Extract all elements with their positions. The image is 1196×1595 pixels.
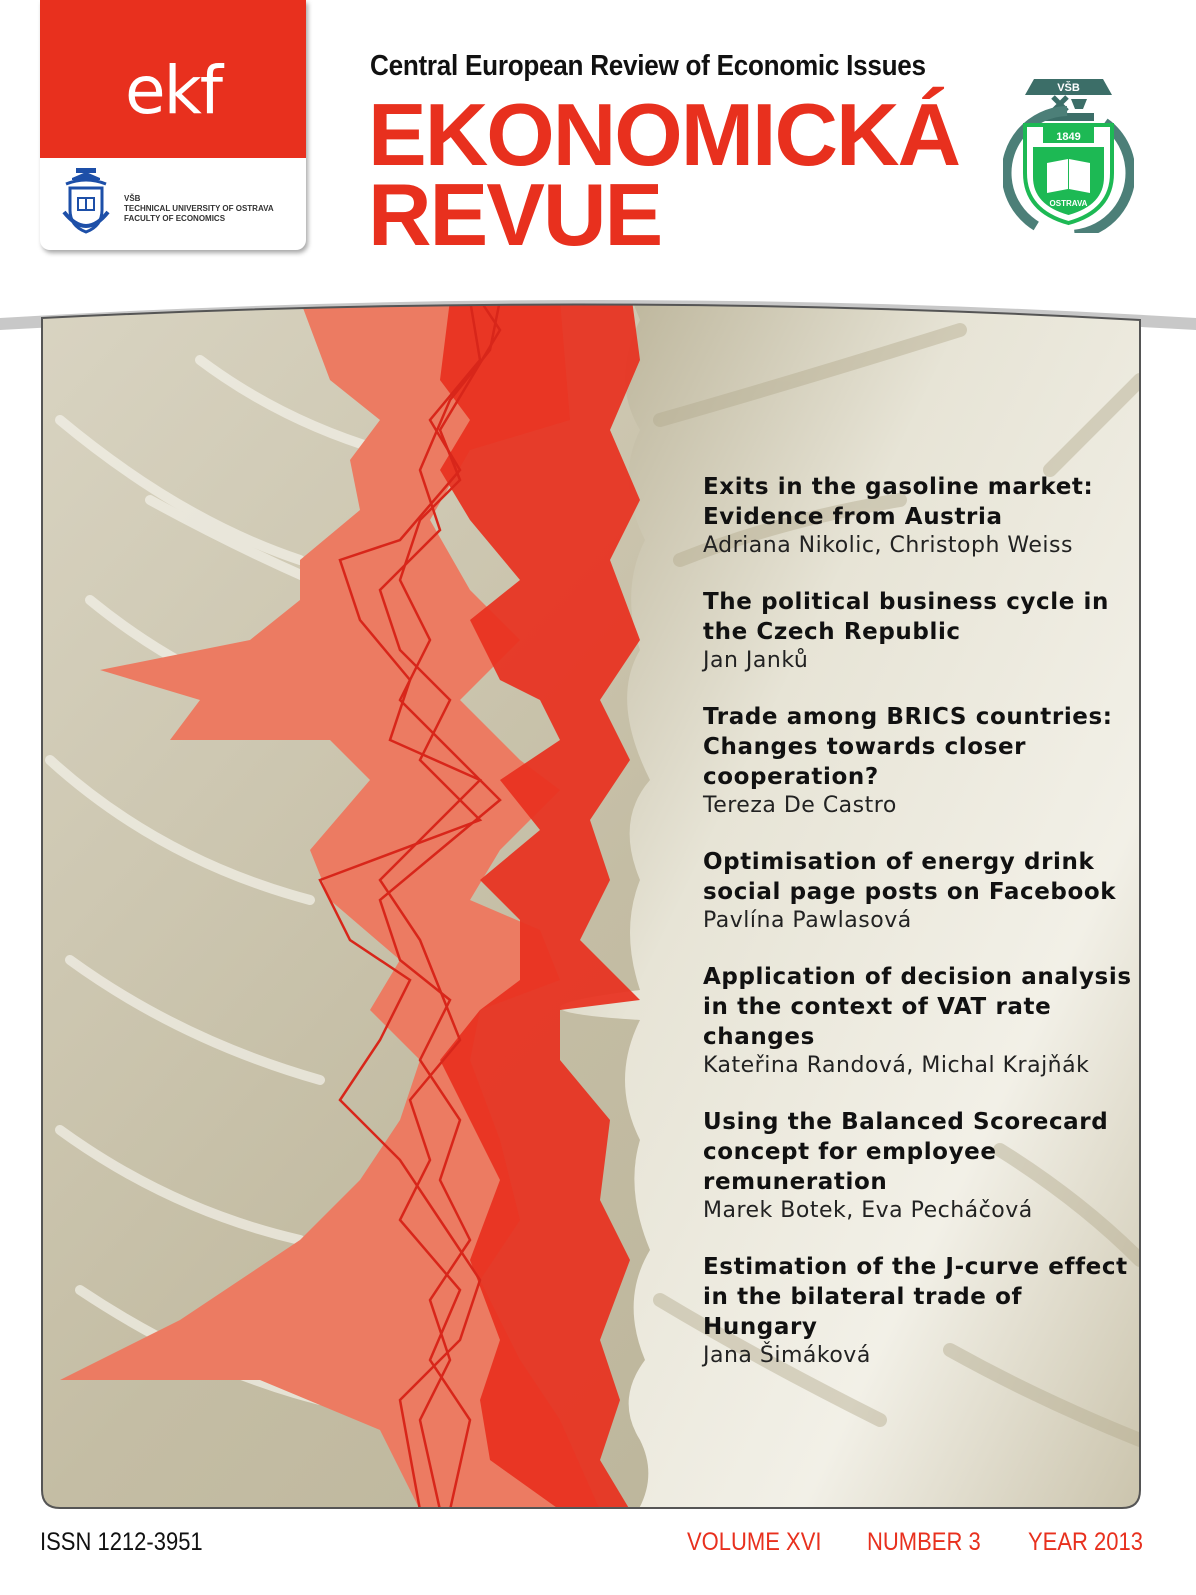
- list-item[interactable]: [703, 962, 1133, 1080]
- logo-ekf-text: ekf: [124, 52, 222, 129]
- university-name: [124, 194, 274, 224]
- list-item[interactable]: [703, 847, 1133, 935]
- list-item[interactable]: [703, 1107, 1133, 1225]
- journal-subtitle: Central European Review of Economic Issues: [370, 50, 926, 82]
- journal-title: [368, 85, 960, 264]
- article-authors: Jan Janků: [703, 648, 809, 673]
- article-title: Application of decision analysis in the context of VAT rate changes: [703, 964, 1132, 1050]
- seal-year-text: 1849: [1056, 131, 1081, 143]
- vsb-university-seal-icon: [1003, 73, 1134, 233]
- article-title: Estimation of the J-curve effect in the bilateral trade of Hungary: [703, 1254, 1128, 1340]
- article-title: Exits in the gasoline market: Evidence from Austria: [703, 474, 1094, 530]
- article-list: [703, 472, 1133, 1397]
- issue-number-label: NUMBER 3: [867, 1528, 981, 1556]
- journal-title-line-1: EKONOMICKÁ: [368, 85, 960, 184]
- volume-label: VOLUME XVI: [687, 1528, 822, 1556]
- article-title: Using the Balanced Scorecard concept for employee remuneration: [703, 1109, 1109, 1195]
- seal-top-text: VŠB: [1057, 82, 1080, 94]
- article-title: The political business cycle in the Czech Republic: [703, 589, 1110, 645]
- article-authors: Kateřina Randová, Michal Krajňák: [703, 1053, 1090, 1078]
- university-crest-icon: [60, 166, 112, 236]
- list-item[interactable]: [703, 1252, 1133, 1370]
- year-label: YEAR 2013: [1028, 1528, 1143, 1556]
- issn: ISSN 1212-3951: [40, 1528, 203, 1556]
- article-authors: Jana Šimáková: [703, 1343, 871, 1368]
- article-authors: Marek Botek, Eva Pecháčová: [703, 1198, 1033, 1223]
- list-item[interactable]: [703, 702, 1133, 820]
- seal-city-text: OSTRAVA: [1049, 199, 1088, 208]
- article-authors: Adriana Nikolic, Christoph Weiss: [703, 533, 1073, 558]
- article-authors: Pavlína Pawlasová: [703, 908, 912, 933]
- journal-title-line-2: REVUE: [368, 165, 662, 264]
- faculty-logo: [40, 0, 306, 250]
- list-item[interactable]: [703, 472, 1133, 560]
- list-item[interactable]: [703, 587, 1133, 675]
- article-title: Optimisation of energy drink social page posts on Facebook: [703, 849, 1117, 905]
- article-title: Trade among BRICS countries: Changes towards closer cooperation?: [703, 704, 1113, 790]
- university-line-2: TECHNICAL UNIVERSITY OF OSTRAVA: [124, 204, 274, 213]
- university-line-1: VŠB: [124, 194, 141, 203]
- article-authors: Tereza De Castro: [703, 793, 897, 818]
- university-line-3: FACULTY OF ECONOMICS: [124, 214, 226, 223]
